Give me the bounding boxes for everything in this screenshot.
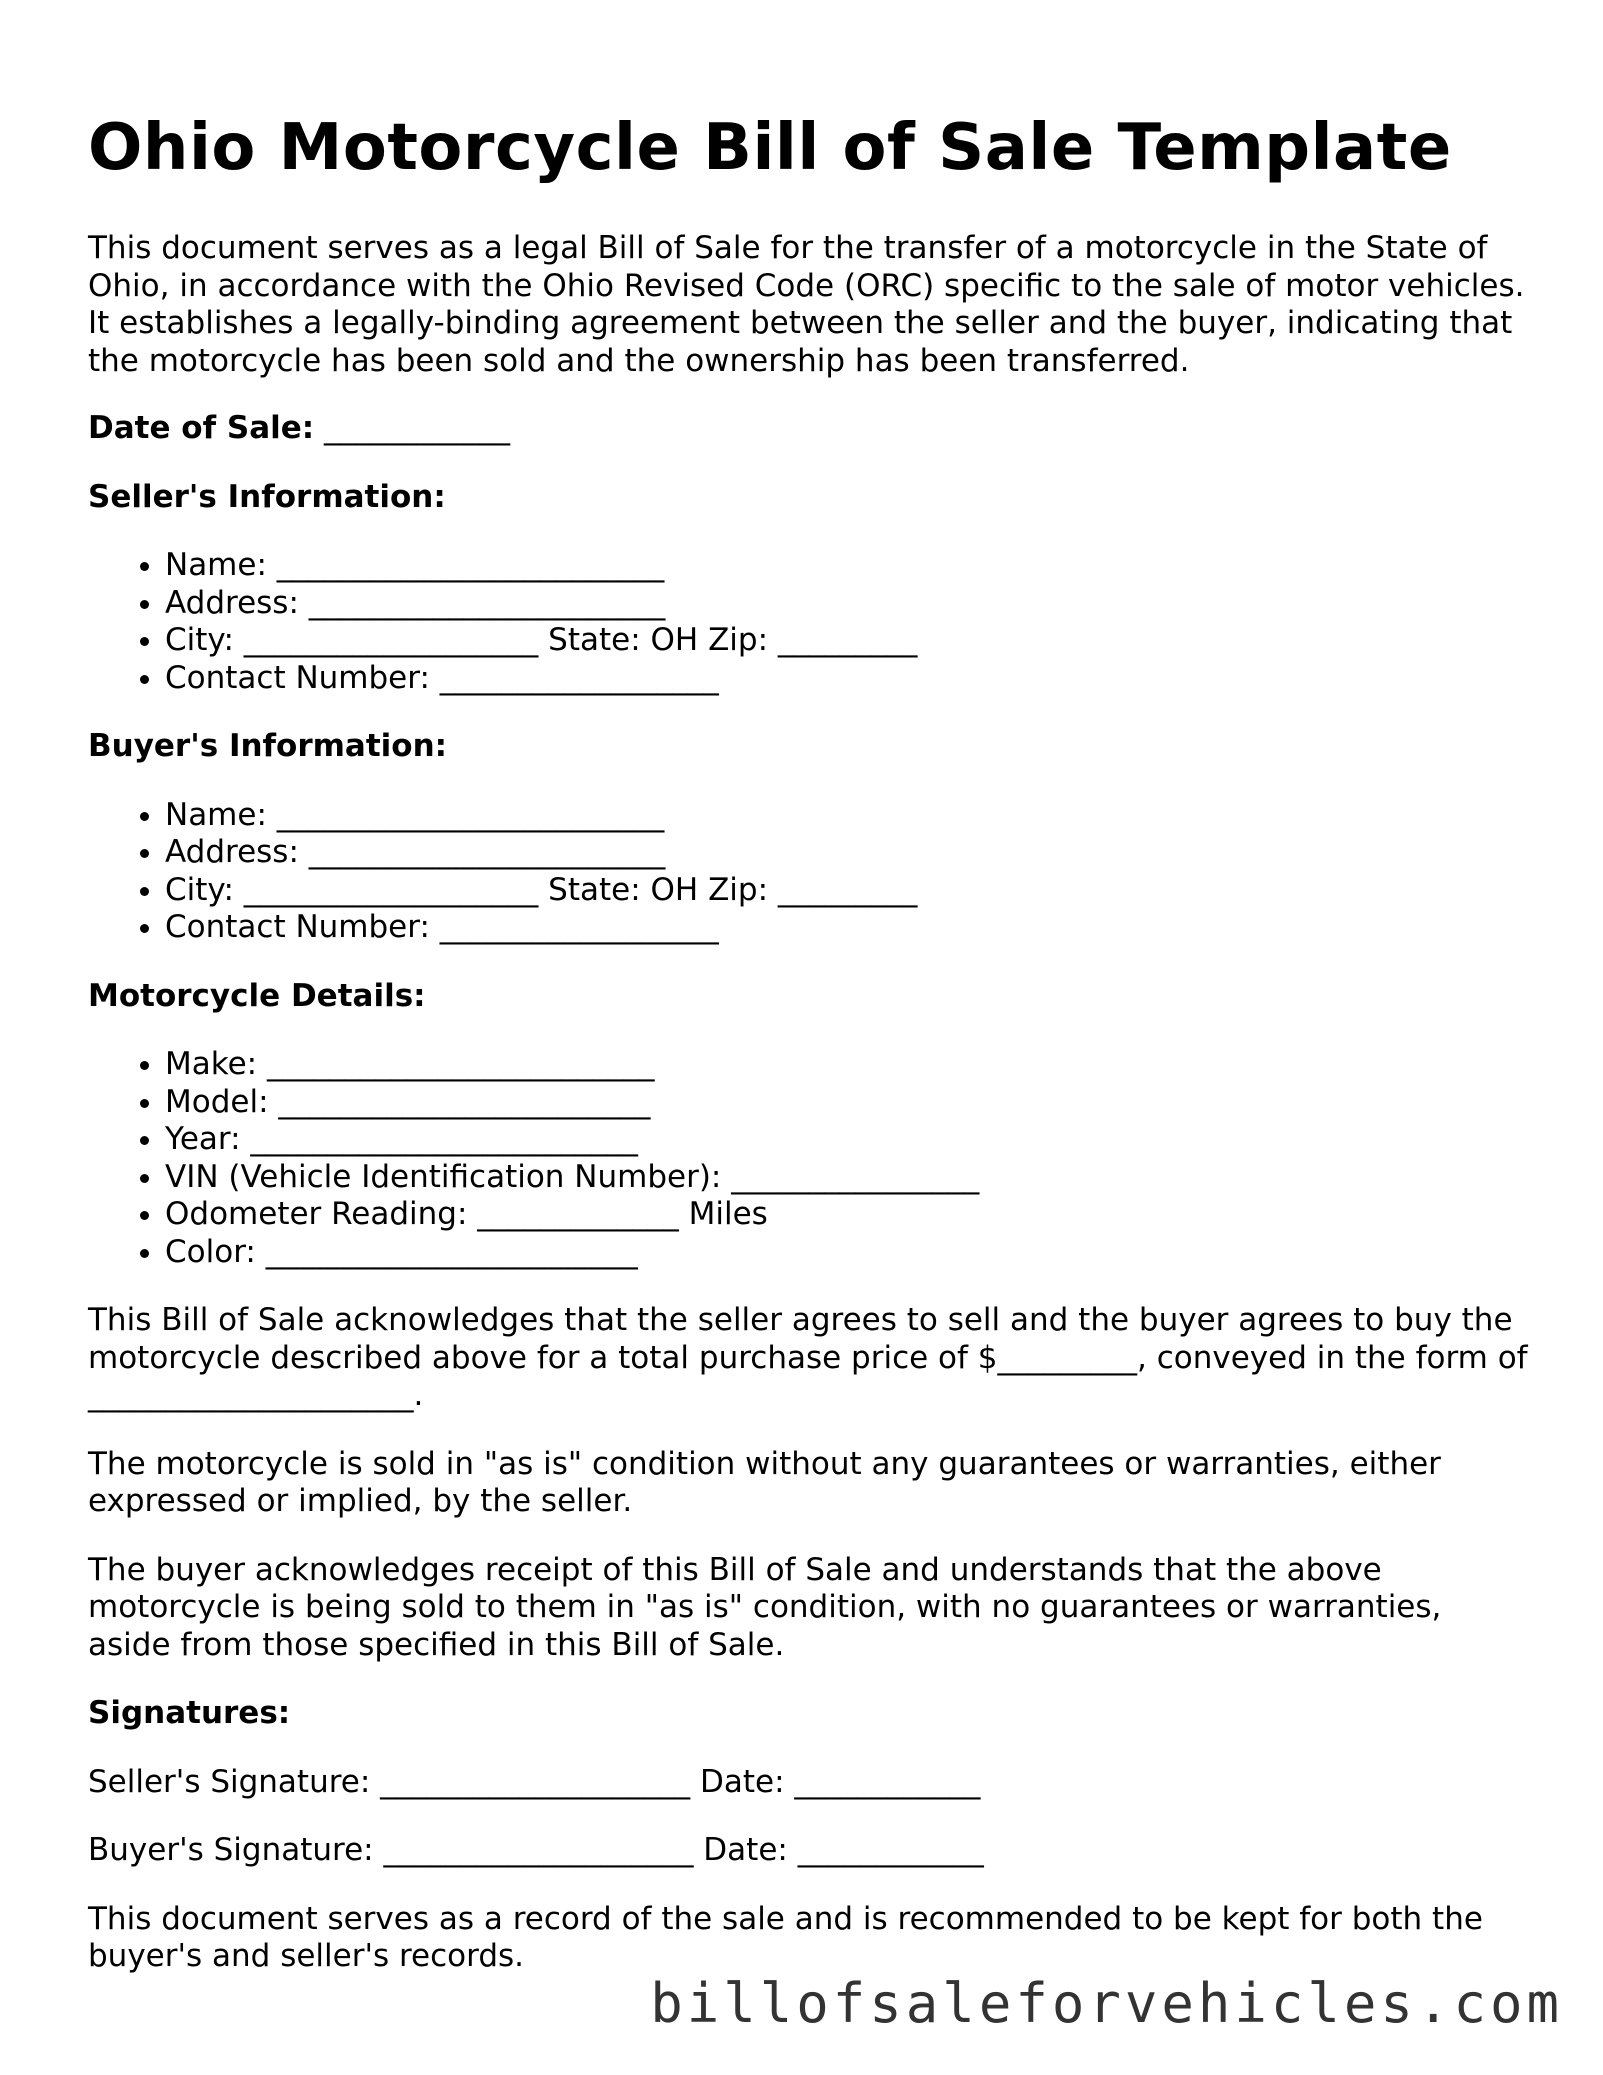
- date-of-sale-line: [88, 410, 1528, 448]
- buyer-address-field: • Address: _______________________: [165, 834, 1528, 872]
- seller-name-field: • Name: _________________________: [165, 547, 1528, 585]
- motorcycle-vin-field: • VIN (Vehicle Identification Number): ________________: [165, 1159, 1528, 1197]
- seller-address-field: • Address: _______________________: [165, 585, 1528, 623]
- document-page: [88, 108, 1528, 1976]
- buyer-name-field: • Name: _________________________: [165, 797, 1528, 835]
- as-is-paragraph: The motorcycle is sold in "as is" condition without any guarantees or warranties, either expressed or implied, by the seller.: [88, 1445, 1441, 1519]
- seller-contact-field: • Contact Number: __________________: [165, 660, 1528, 698]
- buyer-acknowledgement-paragraph: The buyer acknowledges receipt of this Bill of Sale and understands that the above motorcycle is being sold to them in "as is" condition, with no guarantees or warranties, aside from those specified in this Bill of Sale.: [88, 1551, 1442, 1663]
- seller-info-heading: Seller's Information:: [88, 478, 446, 515]
- motorcycle-odometer-field: • Odometer Reading: _____________ Miles: [165, 1196, 1528, 1234]
- buyer-info-heading: Buyer's Information:: [88, 728, 448, 764]
- date-of-sale-label: Date of Sale:: [88, 410, 315, 446]
- buyer-city-state-zip-field: • City: ___________________ State: OH Zip: _________: [165, 872, 1528, 910]
- motorcycle-details-list: [88, 1046, 1528, 1271]
- motorcycle-details-heading: Motorcycle Details:: [88, 977, 426, 1014]
- seller-info-list: [88, 547, 1528, 697]
- seller-city-state-zip-field: • City: ___________________ State: OH Zip: _________: [165, 622, 1528, 660]
- motorcycle-color-field: • Color: ________________________: [165, 1234, 1528, 1272]
- buyer-contact-field: • Contact Number: __________________: [165, 909, 1528, 947]
- motorcycle-model-field: • Model: ________________________: [165, 1084, 1528, 1122]
- purchase-price-paragraph: This Bill of Sale acknowledges that the seller agrees to sell and the buyer agrees to buy the motorcycle described above for a total purchase price of $_________, conveyed in the form of _____________________.: [88, 1302, 1528, 1413]
- seller-signature-line: Seller's Signature: ____________________ Date: ____________: [88, 1763, 981, 1800]
- closing-paragraph: This document serves as a record of the sale and is recommended to be kept for both the buyer's and seller's records.: [88, 1900, 1483, 1974]
- signatures-heading: Signatures:: [88, 1695, 291, 1731]
- buyer-signature-line: Buyer's Signature: ____________________ Date: ____________: [88, 1832, 984, 1868]
- intro-paragraph: This document serves as a legal Bill of Sale for the transfer of a motorcycle in the State of Ohio, in accordance with the Ohio Revised Code (ORC) specific to the sale of motor vehicles. It establishes a legally-binding agreement between the seller and the buyer, indicating that the motorcycle has been sold and the ownership has been transferred.: [88, 230, 1525, 379]
- buyer-info-list: [88, 797, 1528, 947]
- document-title: Ohio Motorcycle Bill of Sale Template: [88, 111, 1452, 185]
- date-of-sale-blank: ____________: [314, 410, 511, 446]
- motorcycle-year-field: • Year: _________________________: [165, 1121, 1528, 1159]
- motorcycle-make-field: • Make: _________________________: [165, 1046, 1528, 1084]
- site-watermark: billofsaleforvehicles.com: [650, 1972, 1563, 2035]
